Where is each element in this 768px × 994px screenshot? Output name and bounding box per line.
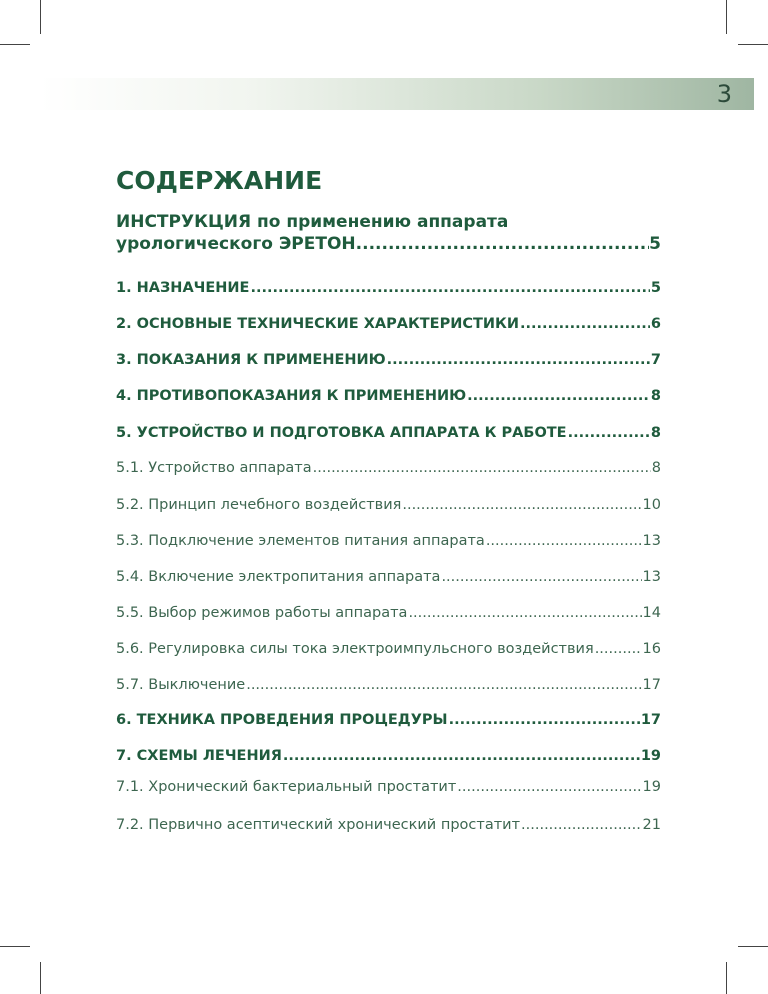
toc-entry-page: 21 [642, 817, 661, 833]
toc-entry-page: 17 [642, 677, 661, 693]
toc-dot-leader [449, 712, 640, 728]
toc-entry-label: 7.2. Первично асептический хронический простатит [116, 817, 521, 833]
toc-entry-page: 14 [642, 605, 661, 621]
toc-entry-label: 5. УСТРОЙСТВО И ПОДГОТОВКА АППАРАТА К РАБОТЕ [116, 425, 567, 441]
toc-dot-leader [313, 460, 651, 476]
toc-entry[interactable] [116, 497, 661, 513]
toc-entry-page: 8 [650, 425, 661, 441]
toc-entry[interactable] [116, 817, 661, 833]
crop-mark-top-right-v [726, 0, 727, 34]
toc-entry[interactable] [116, 677, 661, 693]
toc-entry[interactable] [116, 460, 661, 476]
header-band [40, 78, 754, 110]
toc-entry-label: 1. НАЗНАЧЕНИЕ [116, 280, 250, 296]
crop-mark-top-right-h [738, 44, 768, 45]
toc-entry[interactable] [116, 569, 661, 585]
toc-entry[interactable] [116, 533, 661, 549]
page-number: 3 [716, 80, 732, 108]
toc-entry-label: 7.1. Хронический бактериальный простатит [116, 779, 457, 795]
toc-entry-label: 5.3. Подключение элементов питания аппарата [116, 533, 485, 549]
toc-entry-page: 13 [642, 533, 661, 549]
toc-dot-leader [595, 641, 642, 657]
toc-entry[interactable] [116, 316, 661, 332]
toc-entry-page: 19 [642, 779, 661, 795]
toc-dot-leader [520, 316, 650, 332]
toc-entry-label: 7. СХЕМЫ ЛЕЧЕНИЯ [116, 748, 282, 764]
toc-entry-label: 5.1. Устройство аппарата [116, 460, 312, 476]
toc-dot-leader [387, 352, 650, 368]
toc-entry-page: 8 [650, 388, 661, 404]
toc-dot-leader [441, 569, 641, 585]
crop-mark-top-left-v [40, 0, 41, 34]
toc-intro-line1: ИНСТРУКЦИЯ по применению аппарата [116, 212, 509, 232]
toc-entry-page: 7 [650, 352, 661, 368]
toc-dot-leader [402, 497, 641, 513]
toc-entry-label: 6. ТЕХНИКА ПРОВЕДЕНИЯ ПРОЦЕДУРЫ [116, 712, 448, 728]
toc-dot-leader [457, 779, 641, 795]
toc-entry-label: 5.6. Регулировка силы тока электроимпульсного воздействия [116, 641, 594, 657]
toc-entry[interactable] [116, 352, 661, 368]
toc-dot-leader [283, 748, 640, 764]
toc-entry-label: 2. ОСНОВНЫЕ ТЕХНИЧЕСКИЕ ХАРАКТЕРИСТИКИ [116, 316, 520, 332]
toc-entry-label: 5.7. Выключение [116, 677, 246, 693]
toc-entry[interactable] [116, 425, 661, 441]
toc-dot-leader [521, 817, 642, 833]
toc-entry[interactable] [116, 779, 661, 795]
toc-entry[interactable] [116, 388, 661, 404]
toc-intro-entry[interactable] [116, 212, 661, 254]
toc-intro-page: 5 [649, 234, 661, 254]
toc-entry-label: 5.5. Выбор режимов работы аппарата [116, 605, 408, 621]
toc-intro-line2: урологического ЭРЕТОН [116, 234, 356, 254]
toc-entry-label: 5.2. Принцип лечебного воздействия [116, 497, 402, 513]
crop-mark-bottom-right-v [726, 962, 727, 994]
toc-entry[interactable] [116, 280, 661, 296]
toc-entry[interactable] [116, 712, 661, 728]
toc-dot-leader [467, 388, 650, 404]
toc-dot-leader [568, 425, 650, 441]
toc-entry-page: 16 [642, 641, 661, 657]
toc-entry-page: 10 [642, 497, 661, 513]
toc-dot-leader [250, 280, 649, 296]
toc-entry[interactable] [116, 748, 661, 764]
crop-mark-bottom-left-v [40, 962, 41, 994]
toc-entry-label: 4. ПРОТИВОПОКАЗАНИЯ К ПРИМЕНЕНИЮ [116, 388, 467, 404]
toc-entry[interactable] [116, 641, 661, 657]
crop-mark-top-left-h [0, 44, 30, 45]
crop-mark-bottom-left-h [0, 946, 30, 947]
toc-entry-page: 8 [651, 460, 661, 476]
toc-entry-page: 5 [650, 280, 661, 296]
toc-dot-leader [356, 234, 650, 254]
page-title: СОДЕРЖАНИЕ [116, 166, 323, 195]
toc-entry-page: 13 [642, 569, 661, 585]
toc-entry[interactable] [116, 605, 661, 621]
toc-dot-leader [408, 605, 641, 621]
toc-entry-label: 3. ПОКАЗАНИЯ К ПРИМЕНЕНИЮ [116, 352, 386, 368]
toc-entry-page: 6 [650, 316, 661, 332]
toc-entry-label: 5.4. Включение электропитания аппарата [116, 569, 441, 585]
toc-entry-page: 17 [640, 712, 661, 728]
crop-mark-bottom-right-h [738, 946, 768, 947]
toc-dot-leader [246, 677, 641, 693]
toc-entry-page: 19 [640, 748, 661, 764]
toc-dot-leader [486, 533, 642, 549]
